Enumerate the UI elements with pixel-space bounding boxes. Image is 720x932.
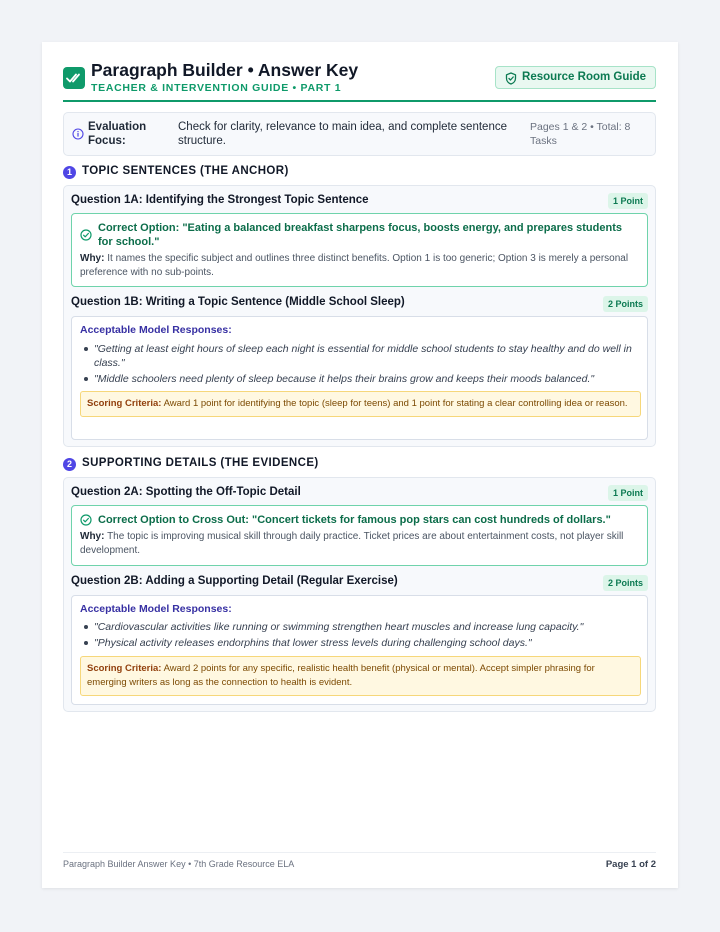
model-response: "Cardiovascular activities like running or swimming strengthen heart muscles and increase lung capacity." xyxy=(94,621,584,633)
question-title: Question 2B: Adding a Supporting Detail (Regular Exercise) xyxy=(71,575,398,587)
page-header xyxy=(63,60,656,102)
points-badge: 1 Point xyxy=(608,485,648,501)
points-badge: 1 Point xyxy=(608,193,648,209)
resource-room-guide-button[interactable] xyxy=(495,66,656,89)
info-icon xyxy=(72,128,84,140)
double-check-icon xyxy=(63,67,85,89)
why-label: Why: xyxy=(80,253,105,264)
question-title: Question 1A: Identifying the Strongest Topic Sentence xyxy=(71,194,369,206)
shield-check-icon xyxy=(505,72,517,85)
list-item xyxy=(80,372,635,386)
correct-answer-box xyxy=(71,505,648,566)
evaluation-focus-box xyxy=(63,112,656,156)
points-badge: 2 Points xyxy=(603,296,648,312)
section-number: 2 xyxy=(63,458,76,471)
section-title: SUPPORTING DETAILS (THE EVIDENCE) xyxy=(82,457,319,469)
scoring-criteria xyxy=(80,656,641,696)
section-title: TOPIC SENTENCES (THE ANCHOR) xyxy=(82,165,289,177)
criteria-label: Scoring Criteria: xyxy=(87,398,162,409)
evaluation-focus-label: Evaluation Focus: xyxy=(88,121,147,147)
scoring-criteria xyxy=(80,391,641,417)
correct-answer-box xyxy=(71,213,648,287)
section-number: 1 xyxy=(63,166,76,179)
check-circle-icon xyxy=(80,514,92,526)
check-circle-icon xyxy=(80,229,92,241)
page-footer xyxy=(63,852,656,876)
task-summary: Pages 1 & 2 • Total: 8 Tasks xyxy=(530,121,631,147)
model-response: "Middle schoolers need plenty of sleep because it helps their brains grow and keeps their moods balanced." xyxy=(94,373,595,385)
model-responses-box xyxy=(71,316,648,440)
explanation xyxy=(80,530,640,558)
correct-option: Correct Option: "Eating a balanced breakfast sharpens focus, boosts energy, and prepares students for school." xyxy=(98,222,622,248)
model-responses-heading: Acceptable Model Responses: xyxy=(80,603,232,615)
footer-document-name: Paragraph Builder Answer Key • 7th Grade Resource ELA xyxy=(63,859,295,869)
why-text: It names the specific subject and outlines three distinct benefits. Option 1 is too generic; Option 3 is merely a personal preference with no sub-points. xyxy=(80,253,629,278)
why-text: The topic is improving musical skill through daily practice. Ticket prices are about entertainment costs, not player skill development. xyxy=(80,531,624,556)
points-badge: 2 Points xyxy=(603,575,648,591)
answer-key-page xyxy=(42,42,678,888)
model-responses-heading: Acceptable Model Responses: xyxy=(80,324,232,336)
criteria-text: Award 1 point for identifying the topic (sleep for teens) and 1 point for stating a clear controlling idea or reason. xyxy=(163,398,628,409)
list-item xyxy=(80,636,635,650)
question-title: Question 2A: Spotting the Off-Topic Detail xyxy=(71,486,301,498)
why-label: Why: xyxy=(80,531,105,542)
criteria-text: Award 2 points for any specific, realistic health benefit (physical or mental). Accept simpler phrasing for emerging writers as long as the connection to health is evident. xyxy=(87,663,595,688)
page-number: Page 1 of 2 xyxy=(605,859,656,870)
section-1-card xyxy=(63,185,656,447)
criteria-label: Scoring Criteria: xyxy=(87,663,162,674)
section-2-card xyxy=(63,477,656,712)
model-response: "Getting at least eight hours of sleep each night is essential for middle school students to stay healthy and do well in class." xyxy=(94,343,632,369)
guide-button-label: Resource Room Guide xyxy=(522,71,646,83)
correct-option: Correct Option to Cross Out: "Concert tickets for famous pop stars can cost hundreds of dollars." xyxy=(98,514,611,526)
list-item xyxy=(80,342,635,370)
model-responses-box xyxy=(71,595,648,705)
evaluation-focus-text: Check for clarity, relevance to main idea, and complete sentence structure. xyxy=(178,121,507,147)
model-response: "Physical activity releases endorphins that lower stress levels during challenging school days." xyxy=(94,637,532,649)
page-title: Paragraph Builder • Answer Key xyxy=(91,60,359,80)
list-item xyxy=(80,620,635,634)
explanation xyxy=(80,252,640,280)
page-subtitle: TEACHER & INTERVENTION GUIDE • PART 1 xyxy=(91,82,342,94)
question-title: Question 1B: Writing a Topic Sentence (Middle School Sleep) xyxy=(71,296,405,308)
